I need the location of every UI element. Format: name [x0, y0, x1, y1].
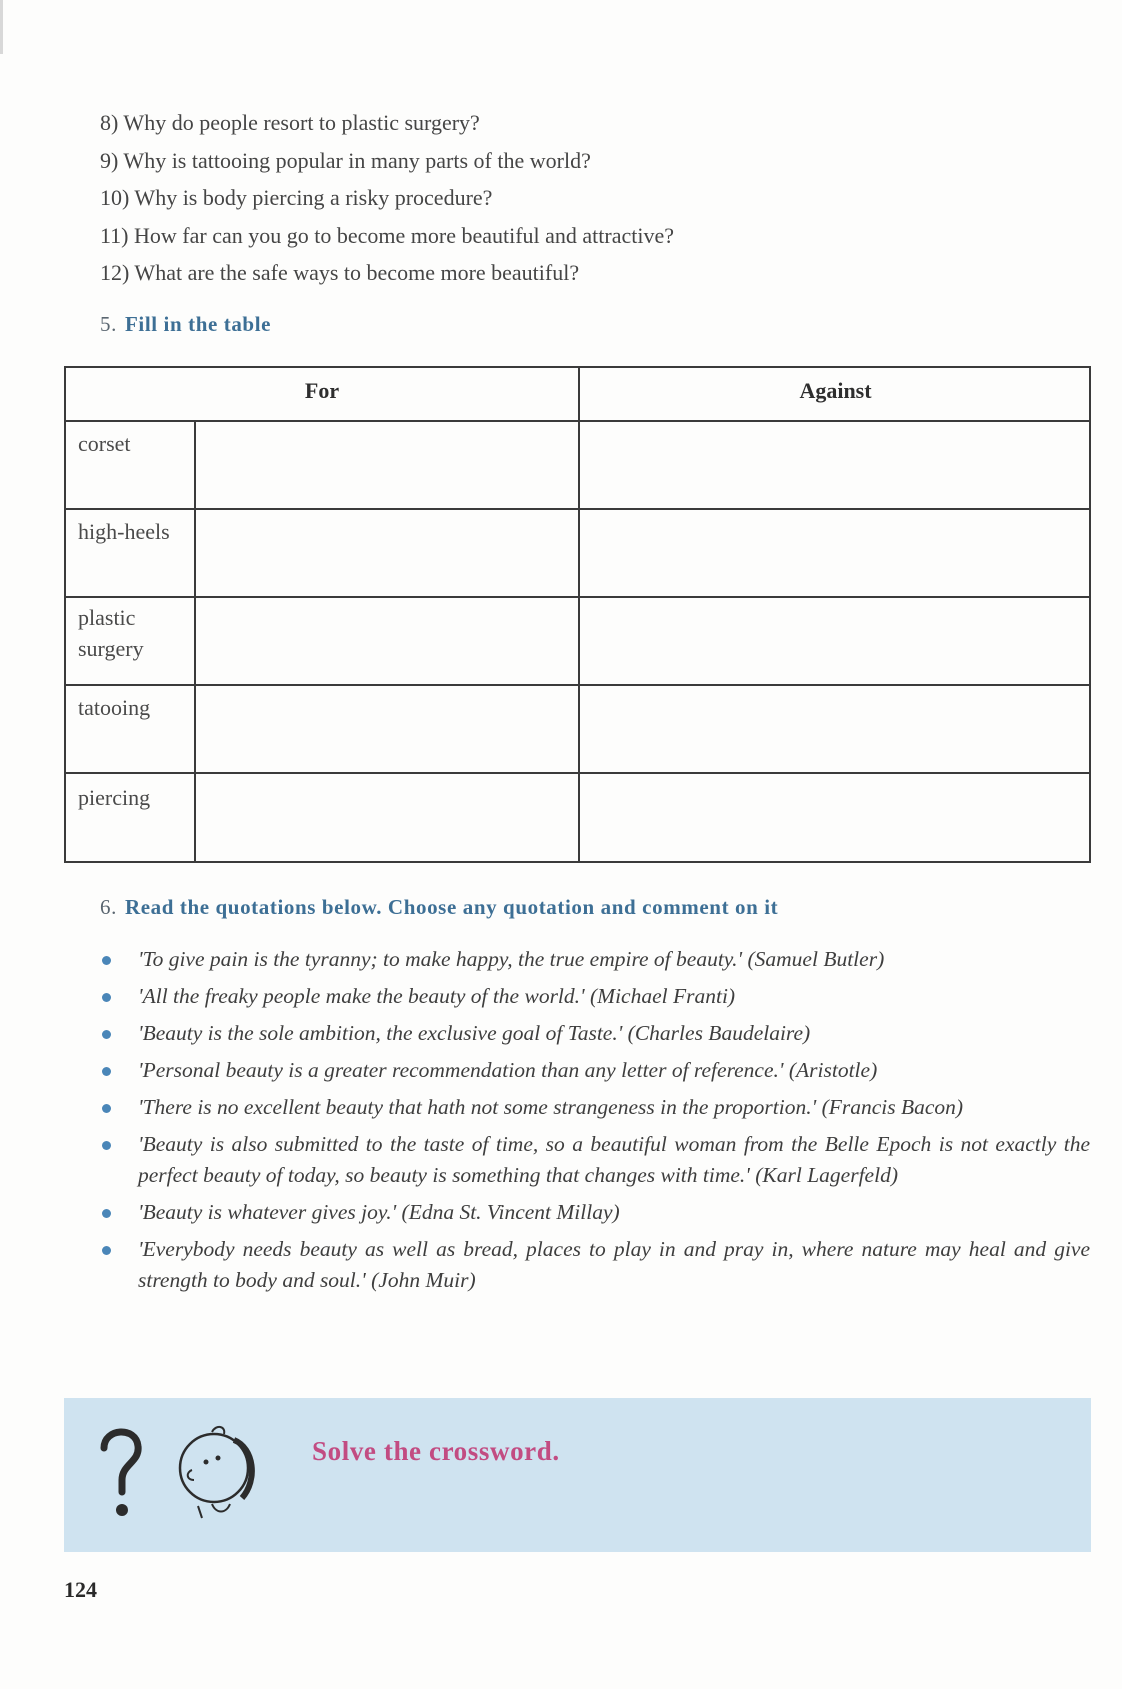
hair-stroke	[234, 1440, 252, 1498]
table-header-for: For	[304, 378, 340, 403]
question-list	[100, 104, 1000, 292]
fill-in-table	[64, 366, 1091, 863]
quotation-text: 'There is no excellent beauty that hath not some strangeness in the proportion.' (Francis Bacon)	[138, 1095, 964, 1119]
quotation-text: 'All the freaky people make the beauty of the world.' (Michael Franti)	[138, 984, 736, 1008]
quotation-item	[100, 944, 1090, 975]
section-5-heading	[100, 312, 271, 337]
crossword-panel	[64, 1398, 1091, 1552]
thinking-face-icon	[94, 1418, 264, 1528]
quotation-item	[100, 1129, 1090, 1191]
bullet-icon	[102, 956, 111, 965]
quotation-item	[100, 1092, 1090, 1123]
crossword-title: Solve the crossword.	[312, 1436, 560, 1466]
section-6-heading	[100, 895, 778, 920]
quotation-item	[100, 1018, 1090, 1049]
question-item: 9) Why is tattooing popular in many parts of the world?	[100, 147, 591, 173]
bullet-icon	[102, 993, 111, 1002]
quotation-text: 'To give pain is the tyranny; to make happy, the true empire of beauty.' (Samuel Butler)	[138, 947, 885, 971]
quotation-text: 'Beauty is the sole ambition, the exclusive goal of Taste.' (Charles Baudelaire)	[138, 1021, 811, 1045]
question-item: 11) How far can you go to become more beautiful and attractive?	[100, 222, 675, 248]
section-5-number: 5.	[100, 312, 117, 336]
table-row-label-plastic-surgery: plastic surgery	[78, 605, 144, 661]
question-item: 12) What are the safe ways to become more beautiful?	[100, 260, 580, 285]
question-mark-icon	[104, 1432, 138, 1492]
quotation-item	[100, 1055, 1090, 1086]
quotation-text: 'Beauty is whatever gives joy.' (Edna St. Vincent Millay)	[138, 1200, 620, 1224]
table-row-label-corset: corset	[78, 431, 131, 456]
table-column-divider	[578, 368, 580, 861]
quotation-text: 'Beauty is also submitted to the taste of time, so a beautiful woman from the Belle Epoch is not exactly the perfect beauty of today, so beauty is something that changes with time.' (Karl Lagerfeld)	[138, 1132, 1090, 1187]
bullet-icon	[102, 1209, 111, 1218]
section-5-title: Fill in the table	[124, 312, 272, 336]
table-row-label-tatooing: tatooing	[78, 695, 151, 720]
quotation-list	[100, 944, 1090, 1302]
question-item: 8) Why do people resort to plastic surgery?	[100, 110, 480, 135]
bullet-icon	[102, 1104, 111, 1113]
chin-stroke	[198, 1504, 230, 1518]
section-6-title: Read the quotations below. Choose any quotation and comment on it	[124, 895, 779, 919]
page-number: 124	[64, 1577, 97, 1602]
quotation-item	[100, 1197, 1090, 1228]
table-header-against: Against	[799, 378, 872, 403]
question-mark-dot	[116, 1504, 128, 1516]
eye-dot	[204, 1460, 209, 1465]
question-item: 10) Why is body piercing a risky procedure?	[100, 185, 493, 210]
eye-dot	[216, 1456, 221, 1461]
section-6-number: 6.	[100, 895, 117, 919]
bullet-icon	[102, 1067, 111, 1076]
table-row-label-piercing: piercing	[78, 785, 151, 810]
quotation-item	[100, 981, 1090, 1012]
page-edge-mark	[0, 0, 3, 54]
table-column-divider	[194, 420, 196, 861]
quotation-item	[100, 1234, 1090, 1296]
bullet-icon	[102, 1030, 111, 1039]
quotation-text: 'Everybody needs beauty as well as bread, places to play in and pray in, where nature may heal and give strength to body and soul.' (John Muir)	[138, 1237, 1090, 1292]
nose-stroke	[188, 1470, 194, 1480]
bullet-icon	[102, 1246, 111, 1255]
table-row-label-high-heels: high-heels	[78, 519, 170, 544]
quotation-text: 'Personal beauty is a greater recommendation than any letter of reference.' (Aristotle)	[138, 1058, 878, 1082]
bullet-icon	[102, 1141, 111, 1150]
